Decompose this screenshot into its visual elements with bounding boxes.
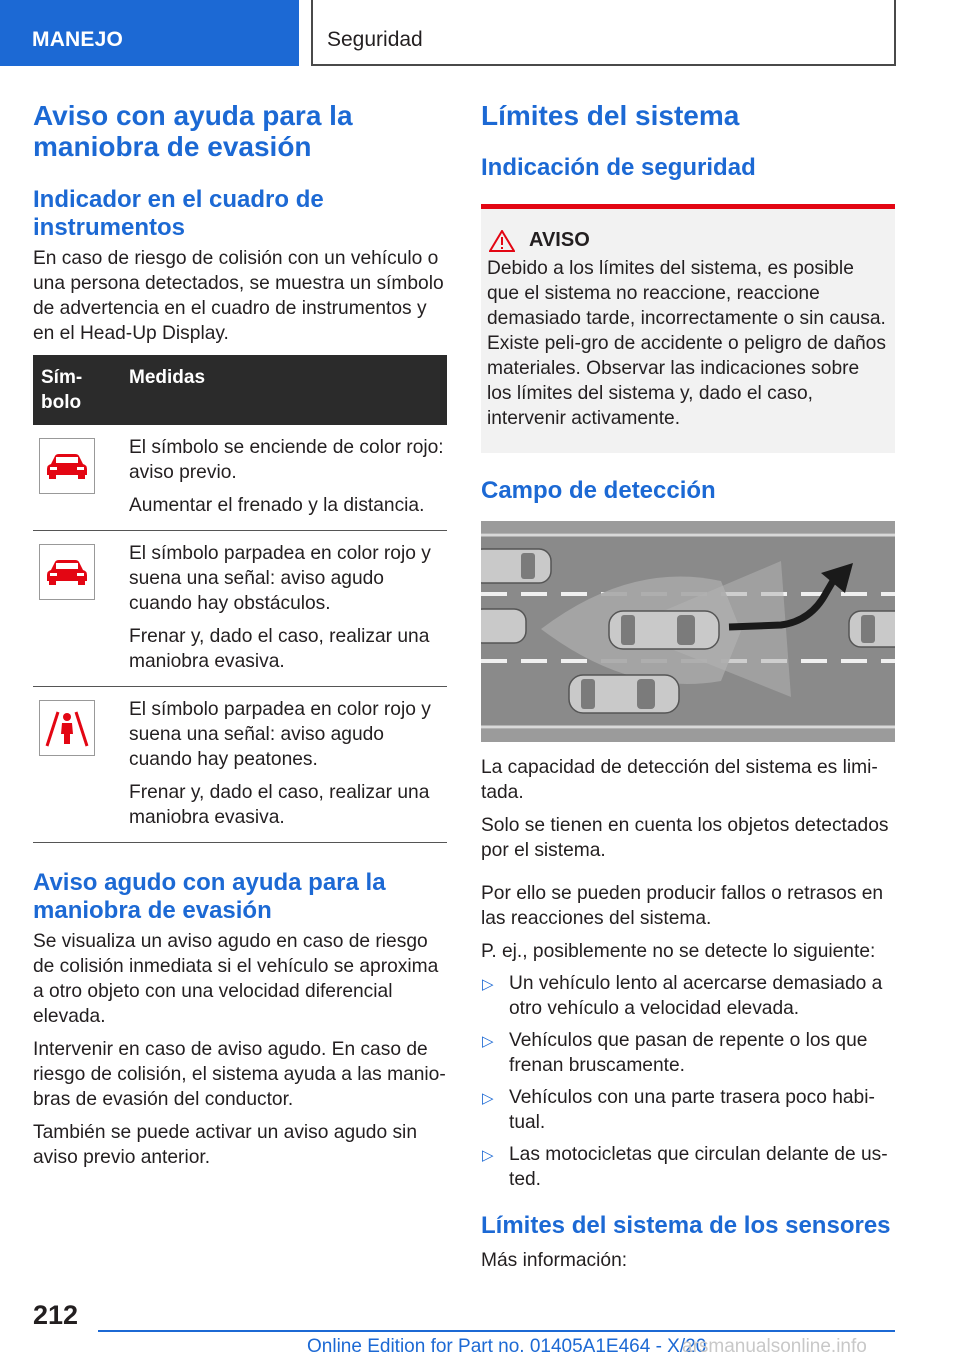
bullet-triangle-icon: ▷ <box>482 1147 494 1164</box>
paragraph-deteccion-3: Por ello se pueden producir fallos o retrasos en las reacciones del sistema. <box>481 883 884 929</box>
paragraph-deteccion-2: Solo se tienen en cuenta los objetos detectados por el sistema. <box>481 815 889 861</box>
heading-campo-deteccion: Campo de detección <box>481 477 716 504</box>
col-header-symbol: Sím-bolo <box>33 355 129 425</box>
heading-indicacion-seguridad: Indicación de seguridad <box>481 154 756 181</box>
table-row <box>33 425 447 531</box>
bullet-triangle-icon: ▷ <box>482 1033 494 1050</box>
symbol-table <box>33 355 447 843</box>
paragraph-aviso-agudo-2: Intervenir en caso de aviso agudo. En caso de riesgo de colisión, el sistema ayuda a las manio-bras de evasión del conductor. <box>33 1039 446 1110</box>
row1-line1: El símbolo se enciende de color rojo: aviso previo. <box>129 437 444 483</box>
warning-box <box>481 204 895 453</box>
paragraph-aviso-agudo-1: Se visualiza un aviso agudo en caso de riesgo de colisión inmediata si el vehículo se aproxima a otro objeto con una velocidad diferencial elevada. <box>33 931 439 1027</box>
car-warning-icon <box>39 544 95 600</box>
heading-aviso-evasion: Aviso con ayuda para la maniobra de evasión <box>33 100 353 162</box>
footer-edition: Online Edition for Part no. 01405A1E464 - X/20 <box>307 1336 707 1357</box>
footer-watermark: arsmanualsonline.info <box>682 1336 867 1357</box>
warning-text: Debido a los límites del sistema, es posible que el sistema no reaccione, reaccione demasiado tarde, incorrectamente o sin causa. Existe peli-gro de accidente o peligro de daños materiales. Observar las indicaciones sobre los límites del sistema y, dado el caso, intervenir activamente. <box>487 258 886 429</box>
row2-line2: Frenar y, dado el caso, realizar una maniobra evasiva. <box>129 626 430 672</box>
table-row <box>33 531 447 687</box>
bullet-triangle-icon: ▷ <box>482 1090 494 1107</box>
heading-limites-sensores: Límites del sistema de los sensores <box>481 1212 891 1239</box>
car-warning-icon <box>39 438 95 494</box>
heading-aviso-agudo: Aviso agudo con ayuda para la maniobra de evasión <box>33 869 386 924</box>
warning-label: AVISO <box>529 229 590 251</box>
footer-rule <box>98 1330 895 1332</box>
chapter-title: Seguridad <box>327 28 423 51</box>
chapter-header <box>311 0 896 66</box>
detection-limits-list <box>481 971 895 1192</box>
row1-line2: Aumentar el frenado y la distancia. <box>129 495 425 516</box>
heading-indicador: Indicador en el cuadro de instrumentos <box>33 186 324 241</box>
warning-triangle-icon <box>489 230 515 252</box>
list-item: ▷ Vehículos que pasan de repente o los que frenan bruscamente. <box>482 1030 868 1076</box>
chapter-tab <box>0 0 299 66</box>
row2-line1: El símbolo parpadea en color rojo y suena una señal: aviso agudo cuando hay obstáculos. <box>129 543 431 614</box>
detection-field-illustration <box>481 521 895 742</box>
row3-line2: Frenar y, dado el caso, realizar una maniobra evasiva. <box>129 782 430 828</box>
pedestrian-warning-icon <box>39 700 95 756</box>
col-header-measures: Medidas <box>129 355 447 425</box>
list-item: ▷ Las motocicletas que circulan delante de us-ted. <box>482 1144 888 1190</box>
paragraph-deteccion-1: La capacidad de detección del sistema es limi-tada. <box>481 757 878 803</box>
left-column <box>33 100 447 1170</box>
section-title: MANEJO <box>32 28 124 51</box>
paragraph-mas-informacion: Más información: <box>481 1250 628 1271</box>
heading-limites: Límites del sistema <box>481 100 740 131</box>
list-item: ▷ Vehículos con una parte trasera poco habi-tual. <box>482 1087 875 1133</box>
list-item: ▷ Un vehículo lento al acercarse demasiado a otro vehículo a velocidad elevada. <box>482 973 883 1019</box>
intro-paragraph: En caso de riesgo de colisión con un vehículo o una persona detectados, se muestra un símbolo de advertencia en el cuadro de instrumentos y en el Head-Up Display. <box>33 248 444 344</box>
right-column <box>481 100 895 1273</box>
paragraph-deteccion-4: P. ej., posiblemente no se detecte lo siguiente: <box>481 941 876 962</box>
table-row <box>33 687 447 843</box>
bullet-triangle-icon: ▷ <box>482 976 494 993</box>
page-number: 212 <box>33 1300 79 1330</box>
row3-line1: El símbolo parpadea en color rojo y suena una señal: aviso agudo cuando hay peatones. <box>129 699 431 770</box>
paragraph-aviso-agudo-3: También se puede activar un aviso agudo sin aviso previo anterior. <box>33 1122 417 1168</box>
